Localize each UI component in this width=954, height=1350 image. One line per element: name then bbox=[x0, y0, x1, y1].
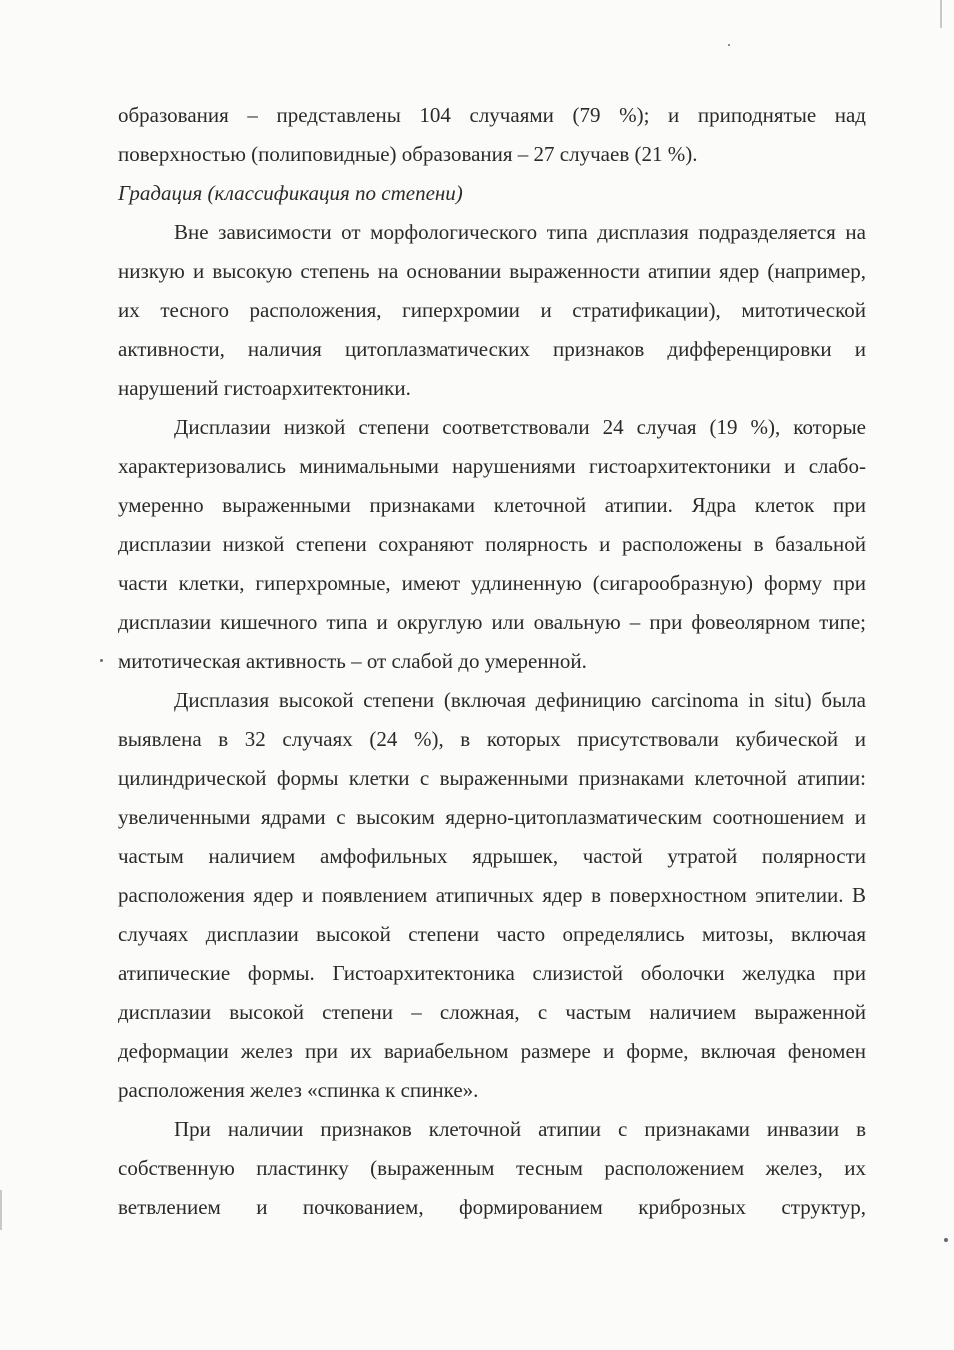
paragraph-grading: Вне зависимости от морфологического типа дисплазия подразделяется на низкую и высокую степень на основании выраженности атипии ядер (например, их тесного расположения, гиперхромии и стратификации), митотической активности, наличия цитоплазматических признаков дифференцировки и нарушений гистоархитектоники. bbox=[118, 220, 866, 400]
paragraph-invasion: При наличии признаков клеточной атипии с признаками инвазии в собственную пластинку (выраженным тесным расположением желез, их ветвлением и почкованием, формированием криброзных структур, bbox=[118, 1117, 866, 1219]
paragraph-low-grade: Дисплазии низкой степени соответствовали 24 случая (19 %), которые характеризовались минимальными нарушениями гистоархитектоники и слабо-умеренно выраженными признаками клеточной атипии. Ядра клеток при дисплазии низкой степени сохраняют полярность и расположены в базальной части клетки, гиперхромные, имеют удлиненную (сигарообразную) форму при дисплазии кишечного типа и округлую или овальную – при фовеолярном типе; митотическая активность – от слабой до умеренной. bbox=[118, 415, 866, 673]
paragraph-high-grade: Дисплазия высокой степени (включая дефиницию carcinoma in situ) была выявлена в 32 случаях (24 %), в которых присутствовали кубической и цилиндрической формы клетки с выраженными признаками клеточной атипии: увеличенными ядрами с высоким ядерно-цитоплазматическим соотношением и частым наличием амфофильных ядрышек, частой утратой полярности расположения ядер и появлением атипичных ядер в поверхностном эпителии. В случаях дисплазии высокой степени часто определялись митозы, включая атипические формы. Гистоархитектоника слизистой оболочки желудка при дисплазии высокой степени – сложная, с частым наличием выраженной деформации желез при их вариабельном размере и форме, включая феномен расположения желез «спинка к спинке». bbox=[118, 688, 866, 1102]
section-subheading: Градация (классификация по степени) bbox=[118, 181, 463, 205]
paragraph-continuation: образования – представлены 104 случаями (79 %); и приподнятые над поверхностью (полиповидные) образования – 27 случаев (21 %). bbox=[118, 103, 866, 166]
scan-speck bbox=[944, 1238, 948, 1242]
scan-speck bbox=[728, 44, 730, 46]
scan-edge-mark bbox=[940, 0, 942, 28]
scan-speck bbox=[100, 659, 103, 662]
scan-edge-mark bbox=[0, 1190, 2, 1230]
